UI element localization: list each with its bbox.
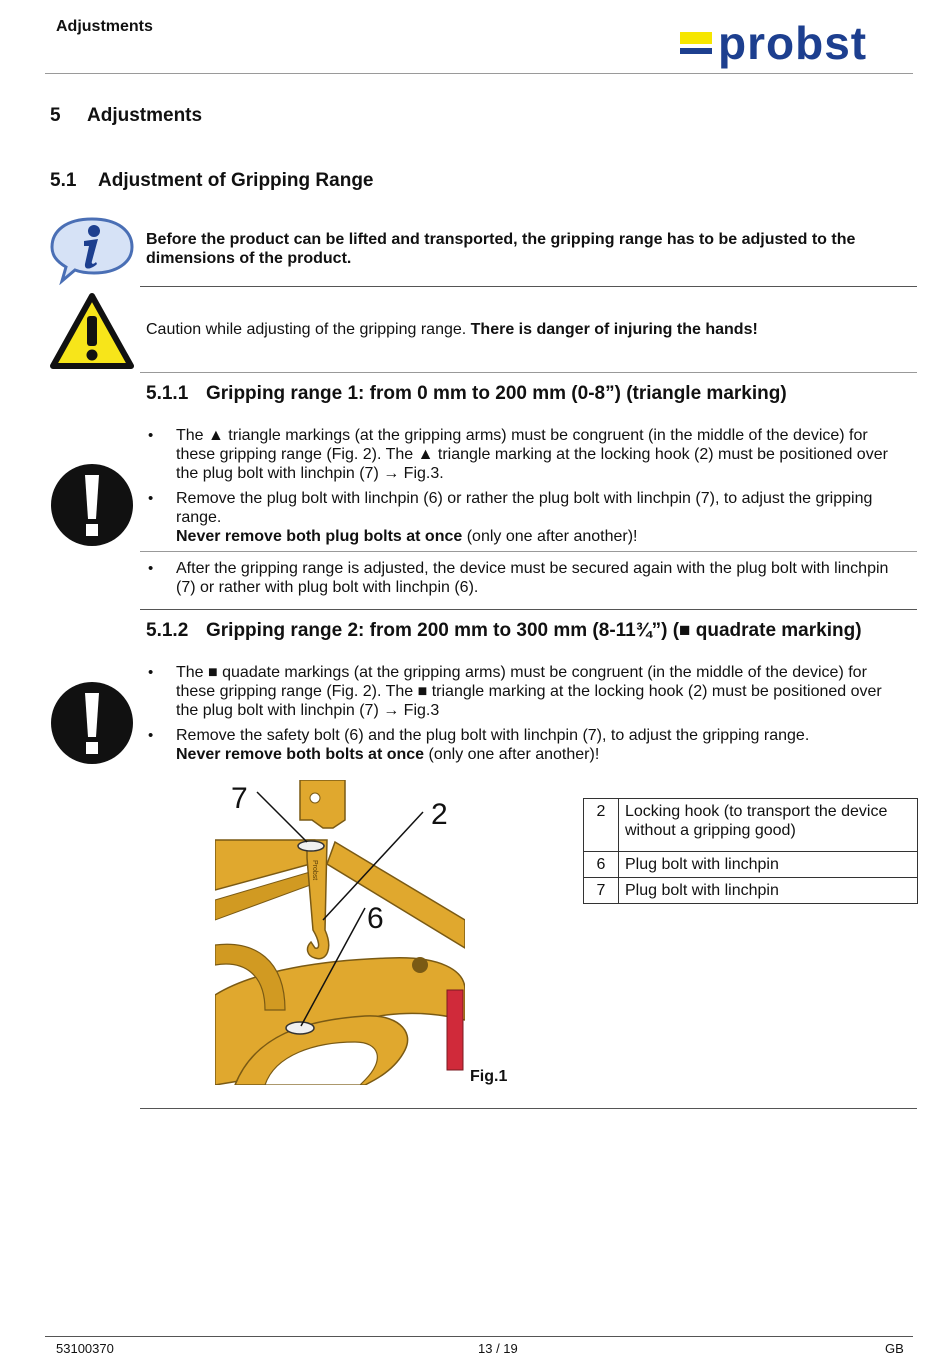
callout-6: 6 — [367, 902, 384, 935]
range2-bullet2-text: Remove the safety bolt (6) and the plug bolt with linchpin (7), to adjust the gripping range. — [176, 727, 810, 744]
range2-bullet2-tail: (only one after another)! — [424, 746, 600, 763]
subsection-title: Adjustment of Gripping Range — [98, 170, 374, 191]
range2-heading — [146, 620, 862, 642]
range1-number: 5.1.1 — [146, 383, 189, 404]
list-item: • After the gripping range is adjusted, the device must be secured again with the plug bolt with linchpin (7) or rather with plug bolt with linchpin (6). — [146, 559, 906, 597]
range2-title: Gripping range 2: from 200 mm to 300 mm (8-11¾”) (■ quadrate marking) — [206, 620, 862, 641]
table-row — [584, 799, 918, 852]
logo-text: probst — [718, 17, 868, 69]
divider — [140, 551, 917, 552]
legend-num: 2 — [584, 799, 619, 852]
legend-num: 6 — [584, 852, 619, 878]
range1-bullet2-text: Remove the plug bolt with linchpin (6) or rather the plug bolt with linchpin (7), to adjust the gripping range. — [176, 490, 873, 526]
legend-num: 7 — [584, 878, 619, 904]
legend-text: Plug bolt with linchpin — [619, 852, 918, 878]
info-icon — [48, 215, 136, 285]
subsection-number: 5.1 — [50, 170, 77, 191]
device-figure — [215, 780, 465, 1085]
section-heading — [50, 105, 202, 127]
section-title: Adjustments — [87, 105, 203, 126]
legend-table — [583, 798, 918, 904]
footer-lang: GB — [885, 1341, 904, 1356]
section-number: 5 — [50, 105, 61, 126]
callout-2: 2 — [431, 798, 448, 831]
hook-text: Probst — [311, 860, 318, 881]
list-item: • The ▲ triangle markings (at the gripping arms) must be congruent (in the middle of the device) for these gripping range (Fig. 2). The ▲ triangle marking at the locking hook (2) must be positioned over the plug bolt with linchpin (7) → Fig.3. — [146, 426, 906, 483]
range2-number: 5.1.2 — [146, 620, 189, 641]
callout-7: 7 — [231, 782, 248, 815]
list-item — [146, 489, 906, 546]
list-item: • The ■ quadate markings (at the gripping arms) must be congruent (in the middle of the device) for these gripping range (Fig. 2). The ■ triangle marking at the locking hook (2) must be positioned over the plug bolt with linchpin (7) → Fig.3 — [146, 663, 906, 720]
subsection-heading — [50, 170, 374, 192]
footer-page: 13 / 19 — [478, 1341, 518, 1356]
range2-list — [146, 663, 906, 770]
header-rule — [45, 73, 913, 74]
important-icon — [50, 463, 134, 547]
divider — [140, 1108, 917, 1109]
range1-bullet2-bold: Never remove both plug bolts at once — [176, 528, 463, 545]
probst-logo — [680, 17, 910, 70]
range1-title: Gripping range 1: from 0 mm to 200 mm (0-8”) (triangle marking) — [206, 383, 787, 404]
warning-icon — [49, 292, 135, 370]
footer-rule — [45, 1336, 913, 1337]
list-item — [146, 726, 906, 764]
caution-bold: There is danger of injuring the hands! — [470, 321, 758, 338]
range1-list-after — [146, 559, 906, 603]
range1-heading — [146, 383, 787, 405]
caution-normal: Caution while adjusting of the gripping range. — [146, 321, 471, 338]
info-note-text: Before the product can be lifted and transported, the gripping range has to be adjusted to the dimensions of the product. — [146, 231, 856, 267]
range1-list — [146, 426, 906, 552]
range2-bullet2-bold: Never remove both bolts at once — [176, 746, 425, 763]
header-title: Adjustments — [56, 18, 153, 35]
important-icon — [50, 681, 134, 765]
legend-text: Plug bolt with linchpin — [619, 878, 918, 904]
table-row — [584, 878, 918, 904]
figure-caption: Fig.1 — [470, 1068, 508, 1085]
range1-bullet2-tail: (only one after another)! — [462, 528, 638, 545]
footer-doc-number: 53100370 — [56, 1341, 114, 1356]
legend-text: Locking hook (to transport the device without a gripping good) — [619, 799, 918, 852]
caution-text — [146, 320, 758, 339]
table-row — [584, 852, 918, 878]
divider — [140, 609, 917, 610]
logo-yellow-bar — [680, 32, 712, 44]
divider — [140, 372, 917, 373]
logo-blue-bar — [680, 48, 712, 54]
divider — [140, 286, 917, 287]
